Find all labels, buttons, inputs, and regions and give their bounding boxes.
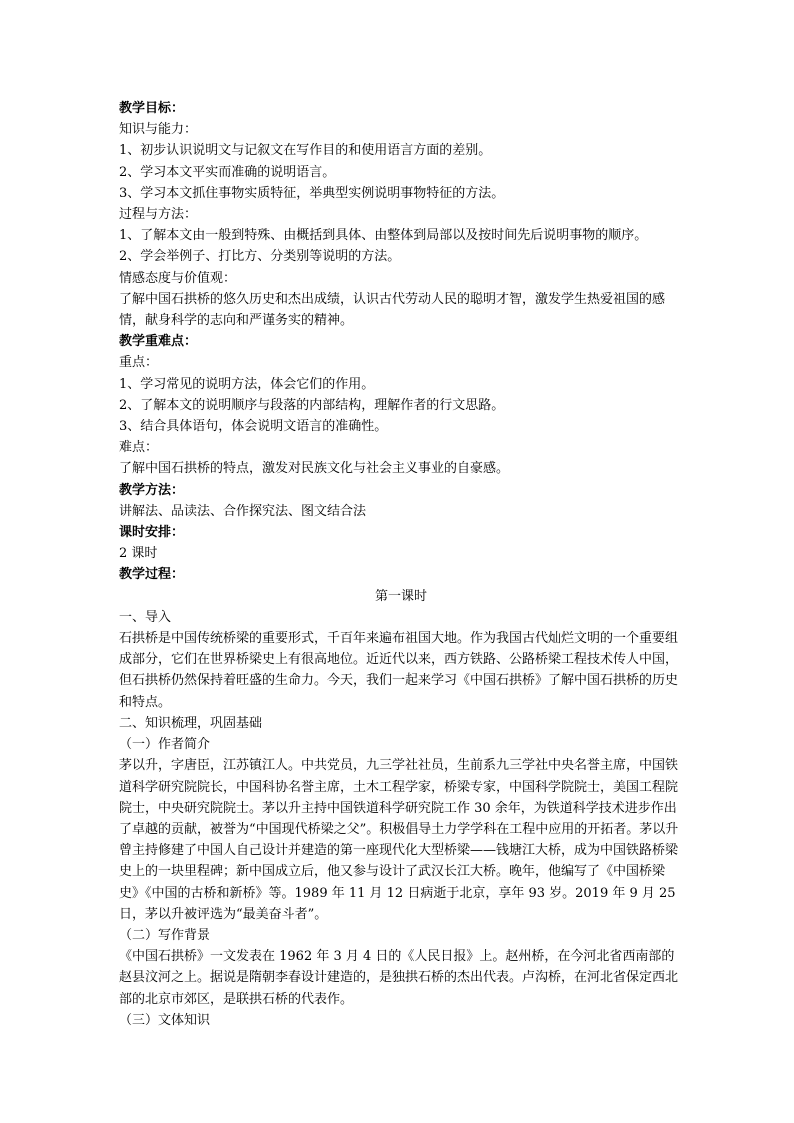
process-heading: 过程与方法： bbox=[119, 207, 198, 223]
lesson-title: 第一课时 bbox=[374, 588, 427, 604]
emotion-heading: 情感态度与价值观： bbox=[119, 270, 237, 286]
focus-item-3: 3、结合具体语句，体会说明文语言的准确性。 bbox=[119, 419, 388, 435]
genre-heading: （三）文体知识 bbox=[119, 1012, 211, 1028]
knowledge-item-3: 3、学习本文抓住事物实质特征，举典型实例说明事物特征的方法。 bbox=[119, 185, 505, 201]
author-text: 茅以升，字唐臣，江苏镇江人。中共党员，九三学社社员，生前系九三学社中央名誉主席，中国铁道科学研究院院长，中国科协名誉主席，土木工程学家，桥梁专家，中国科学院院士，美国工程院院士，中央研究院院士。茅以升主持中国铁道科学研究院工作 30 余年，为铁道科学技术进步作出了卓越的贡献，被誉为“中国现代桥梁之父”。积极倡导土力学学科在工程中应用的开拓者。茅以升曾主持修建了中国人自己设计并建造的第一座现代化大型桥梁——钱塘江大桥，成为中国铁路桥梁史上的一块里程碑；新中国成立后，他又参与设计了武汉长江大桥。晚年，他编写了《中国桥梁史》《中国的古桥和新桥》等。1989 年 11 月 12 日病逝于北京，享年 93 岁。2019 年 9 月 25 日，茅以升被评选为“最美奋斗者”。 bbox=[119, 758, 679, 922]
knowledge-item-2: 2、学习本文平实而准确的说明语言。 bbox=[119, 164, 336, 180]
objectives-heading: 教学目标： bbox=[119, 101, 185, 116]
background-text: 《中国石拱桥》一文发表在 1962 年 3 月 4 日的《人民日报》上。赵州桥，在今河北省西南部的赵县汶河之上。据说是隋朝李春设计建造的，是独拱石桥的杰出代表。卢沟桥，在河北省保定西北部的北京市郊区，是联拱石桥的代表作。 bbox=[119, 949, 679, 1007]
keypoints-heading: 教学重难点： bbox=[119, 334, 198, 350]
intro-text: 石拱桥是中国传统桥梁的重要形式，千百年来遍布祖国大地。作为我国古代灿烂文明的一个重要组成部分，它们在世界桥梁史上有很高地位。近近代以来，西方铁路、公路桥梁工程技术传人中国，但石拱桥仍然保持着旺盛的生命力。今天，我们一起来学习《中国石拱桥》了解中国石拱桥的历史和特点。 bbox=[119, 631, 679, 710]
methods-heading: 教学方法： bbox=[119, 482, 185, 498]
background-heading: （二）写作背景 bbox=[119, 927, 211, 943]
intro-heading: 一、导入 bbox=[119, 609, 172, 625]
process-item-2: 2、学会举例子、打比方、分类别等说明的方法。 bbox=[119, 249, 401, 265]
difficulty-text: 了解中国石拱桥的特点，激发对民族文化与社会主义事业的自豪感。 bbox=[119, 461, 510, 477]
knowledge-review-heading: 二、知识梳理，巩固基础 bbox=[119, 715, 263, 731]
document-page bbox=[119, 98, 683, 1031]
schedule-heading: 课时安排： bbox=[119, 525, 185, 541]
methods-text: 讲解法、品读法、合作探究法、图文结合法 bbox=[119, 503, 367, 519]
focus-item-1: 1、学习常见的说明方法，体会它们的作用。 bbox=[119, 376, 375, 392]
knowledge-item-1: 1、初步认识说明文与记叙文在写作目的和使用语言方面的差别。 bbox=[119, 143, 492, 159]
emotion-text: 了解中国石拱桥的悠久历史和杰出成绩，认识古代劳动人民的聪明才智，激发学生热爱祖国的感情，献身科学的志向和严谨务实的精神。 bbox=[119, 291, 666, 329]
author-heading: （一）作者简介 bbox=[119, 737, 211, 753]
process-item-1: 1、了解本文由一般到特殊、由概括到具体、由整体到局部以及按时间先后说明事物的顺序。 bbox=[119, 228, 648, 244]
schedule-text: 2 课时 bbox=[119, 546, 158, 562]
knowledge-heading: 知识与能力： bbox=[119, 122, 198, 138]
process-main-heading: 教学过程： bbox=[119, 567, 185, 583]
focus-item-2: 2、了解本文的说明顺序与段落的内部结构，理解作者的行文思路。 bbox=[119, 397, 505, 413]
focus-heading: 重点： bbox=[119, 355, 159, 371]
difficulty-heading: 难点： bbox=[119, 440, 159, 456]
